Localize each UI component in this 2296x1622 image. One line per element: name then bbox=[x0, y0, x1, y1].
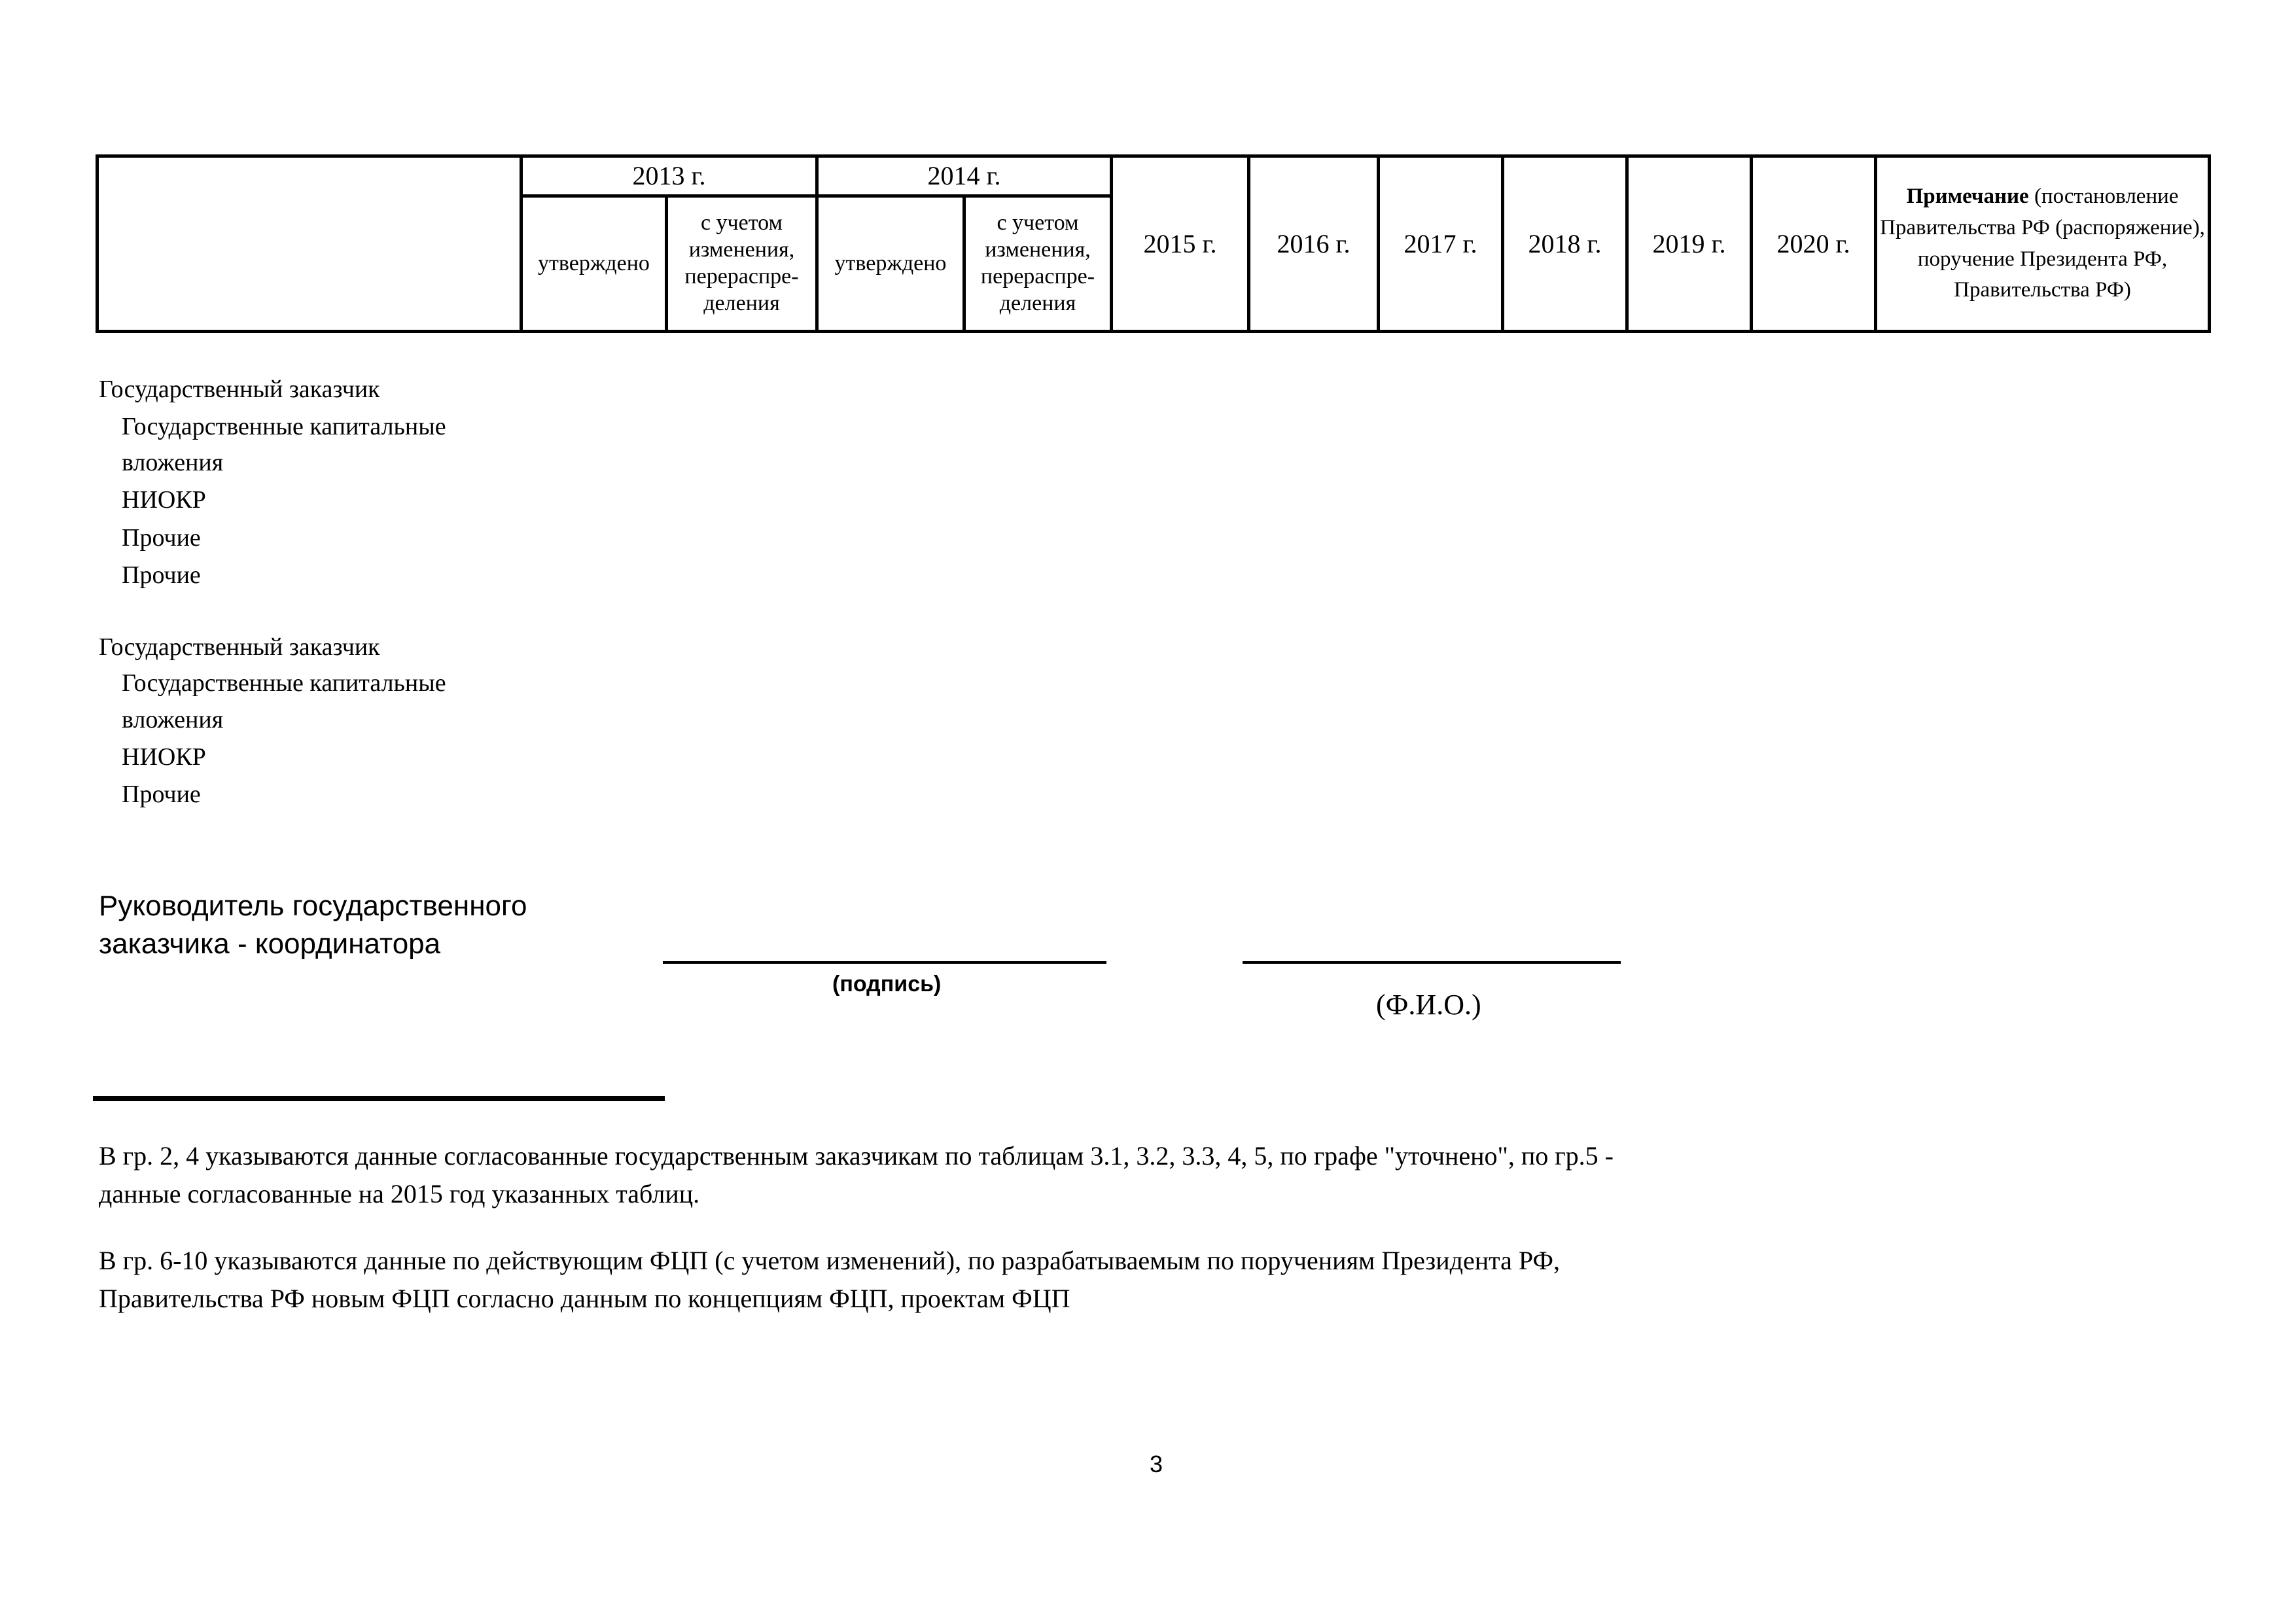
header-year-2017: 2017 г. bbox=[1379, 156, 1503, 332]
group1-item-other-2: Прочие bbox=[122, 561, 201, 589]
header-empty-cell bbox=[97, 156, 521, 332]
signature-line bbox=[663, 961, 1106, 964]
header-year-2020: 2020 г. bbox=[1752, 156, 1876, 332]
footnote-2-line2: Правительства РФ новым ФЦП согласно данным по концепциям ФЦП, проектам ФЦП bbox=[99, 1284, 1070, 1313]
header-note bbox=[1876, 156, 2210, 332]
group1-item-other: Прочие bbox=[122, 524, 201, 552]
header-note-bold: Примечание bbox=[1906, 184, 2029, 208]
header-year-2019: 2019 г. bbox=[1627, 156, 1752, 332]
group1-customer: Государственный заказчик bbox=[99, 376, 380, 403]
group1-item-capital-cont: вложения bbox=[122, 449, 224, 476]
name-line bbox=[1243, 961, 1621, 964]
group2-item-niokr: НИОКР bbox=[122, 743, 206, 771]
header-2013-with-changes: с учетом изменения, перераспре-деления bbox=[667, 196, 817, 332]
signatory-title-line1: Руководитель государственного bbox=[99, 890, 527, 922]
header-year-2015: 2015 г. bbox=[1112, 156, 1249, 332]
group2-item-capital-cont: вложения bbox=[122, 706, 224, 733]
signature-label: (подпись) bbox=[832, 972, 942, 996]
header-note-rest: (постановление Правительства РФ (распоряжение), поручение Президента РФ, Правительства РФ) bbox=[1880, 184, 2205, 302]
header-2013-approved: утверждено bbox=[521, 196, 667, 332]
group2-customer: Государственный заказчик bbox=[99, 633, 380, 661]
group2-item-other: Прочие bbox=[122, 781, 201, 808]
header-year-2014: 2014 г. bbox=[817, 156, 1112, 196]
header-year-2016: 2016 г. bbox=[1249, 156, 1379, 332]
name-label: (Ф.И.О.) bbox=[1376, 989, 1481, 1021]
footnote-1-line1: В гр. 2, 4 указываются данные согласованные государственным заказчикам по таблицам 3.1, 3.2, 3.3, 4, 5, по графе "уточнено", по гр.5 - bbox=[99, 1141, 1614, 1171]
header-year-2018: 2018 г. bbox=[1503, 156, 1627, 332]
group2-item-capital: Государственные капитальные bbox=[122, 669, 446, 697]
footnote-separator bbox=[93, 1096, 665, 1101]
header-2014-approved: утверждено bbox=[817, 196, 964, 332]
page-number: 3 bbox=[1150, 1451, 1163, 1477]
group1-item-niokr: НИОКР bbox=[122, 486, 206, 514]
header-year-2013: 2013 г. bbox=[521, 156, 817, 196]
header-2014-with-changes: с учетом изменения, перераспре-деления bbox=[964, 196, 1112, 332]
footnote-1-line2: данные согласованные на 2015 год указанных таблиц. bbox=[99, 1179, 700, 1208]
footnote-2-line1: В гр. 6-10 указываются данные по действующим ФЦП (с учетом изменений), по разрабатываемым по поручениям Президента РФ, bbox=[99, 1246, 1561, 1275]
signatory-title-line2: заказчика - координатора bbox=[99, 928, 441, 960]
budget-header-table bbox=[96, 154, 2211, 333]
group1-item-capital: Государственные капитальные bbox=[122, 413, 446, 440]
